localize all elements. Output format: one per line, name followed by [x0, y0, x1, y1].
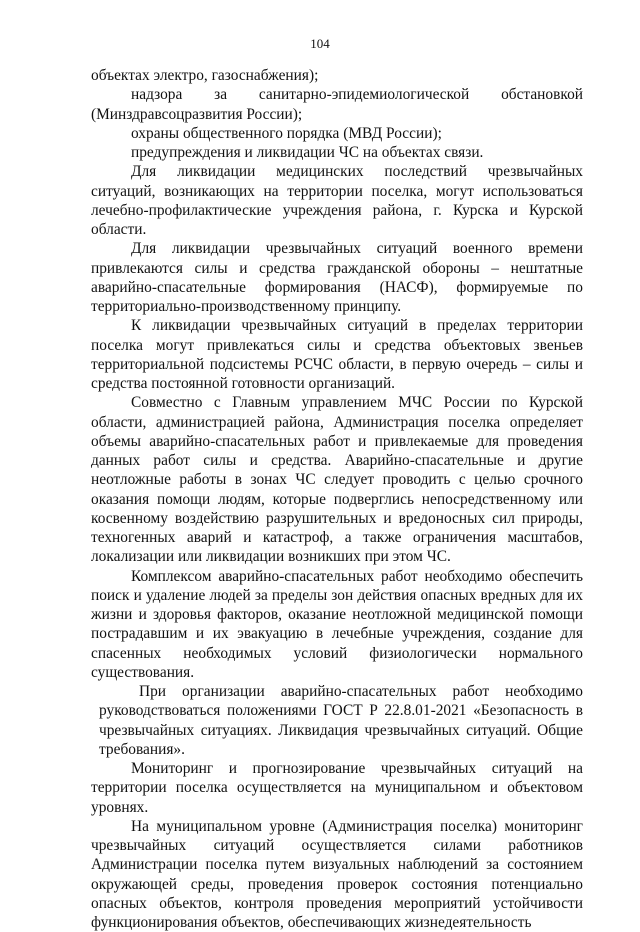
paragraph: надзора за санитарно-эпидемиологической обстановкой (Минздравсоцразвития России);	[91, 86, 583, 123]
paragraph: предупреждения и ликвидации ЧС на объектах связи.	[131, 144, 484, 161]
paragraph: охраны общественного порядка (МВД России);	[131, 124, 442, 142]
paragraph: К ликвидации чрезвычайных ситуаций в пределах территории поселка могут привлекаться силы и средства объектовых звеньев территориальной подсистемы РСЧС области, в первую очередь – силы и средства постоянной готовности организаций.	[91, 317, 583, 392]
page-number: 104	[310, 36, 330, 51]
paragraph: Для ликвидации чрезвычайных ситуаций военного времени привлекаются силы и средства гражданской обороны – нештатные аварийно-спасательные формирования (НАСФ), формируемые по территориально-производственному принципу.	[91, 240, 583, 315]
paragraph: Комплексом аварийно-спасательных работ необходимо обеспечить поиск и удаление людей за пределы зон действия опасных вредных для их жизни и здоровья факторов, оказание неотложной медицинской помощи пострадавшим и их эвакуацию в лечебные учреждения, создание для спасенных необходимых условий физиологически нормального существования.	[91, 567, 583, 681]
document-body	[91, 66, 583, 932]
paragraph: На муниципальном уровне (Администрация поселка) мониторинг чрезвычайных ситуаций осуществляется силами работников Администрации поселка путем визуальных наблюдений за состоянием окружающей среды, проведения проверок состояния потенциально опасных объектов, контроля проведения мероприятий устойчивости функционирования объектов, обеспечивающих жизнедеятельность	[91, 817, 583, 931]
paragraph: При организации аварийно-спасательных работ необходимо руководствоваться положениями ГОСТ Р 22.8.01-2021 «Безопасность в чрезвычайных ситуациях. Ликвидация чрезвычайных ситуаций. Общие требования».	[99, 683, 583, 758]
paragraph: Мониторинг и прогнозирование чрезвычайных ситуаций на территории поселка осуществляется на муниципальном и объектовом уровнях.	[91, 760, 583, 816]
paragraph: Для ликвидации медицинских последствий чрезвычайных ситуаций, возникающих на территории поселка, могут использоваться лечебно-профилактические учреждения района, г. Курска и Курской области.	[91, 163, 583, 238]
paragraph: объектах электро, газоснабжения);	[91, 67, 319, 84]
paragraph: Совместно с Главным управлением МЧС России по Курской области, администрацией района, Администрация поселка определяет объемы аварийно-спасательных работ и привлекаемые для проведения данных работ силы и средства. Аварийно-спасательные и другие неотложные работы в зонах ЧС следует проводить с целью срочного оказания помощи людям, которые подверглись непосредственному или косвенному воздействию разрушительных и вредоносных сил природы, техногенных аварий и катастроф, а также ограничения масштабов, локализации или ликвидации возникших при этом ЧС.	[91, 394, 583, 566]
